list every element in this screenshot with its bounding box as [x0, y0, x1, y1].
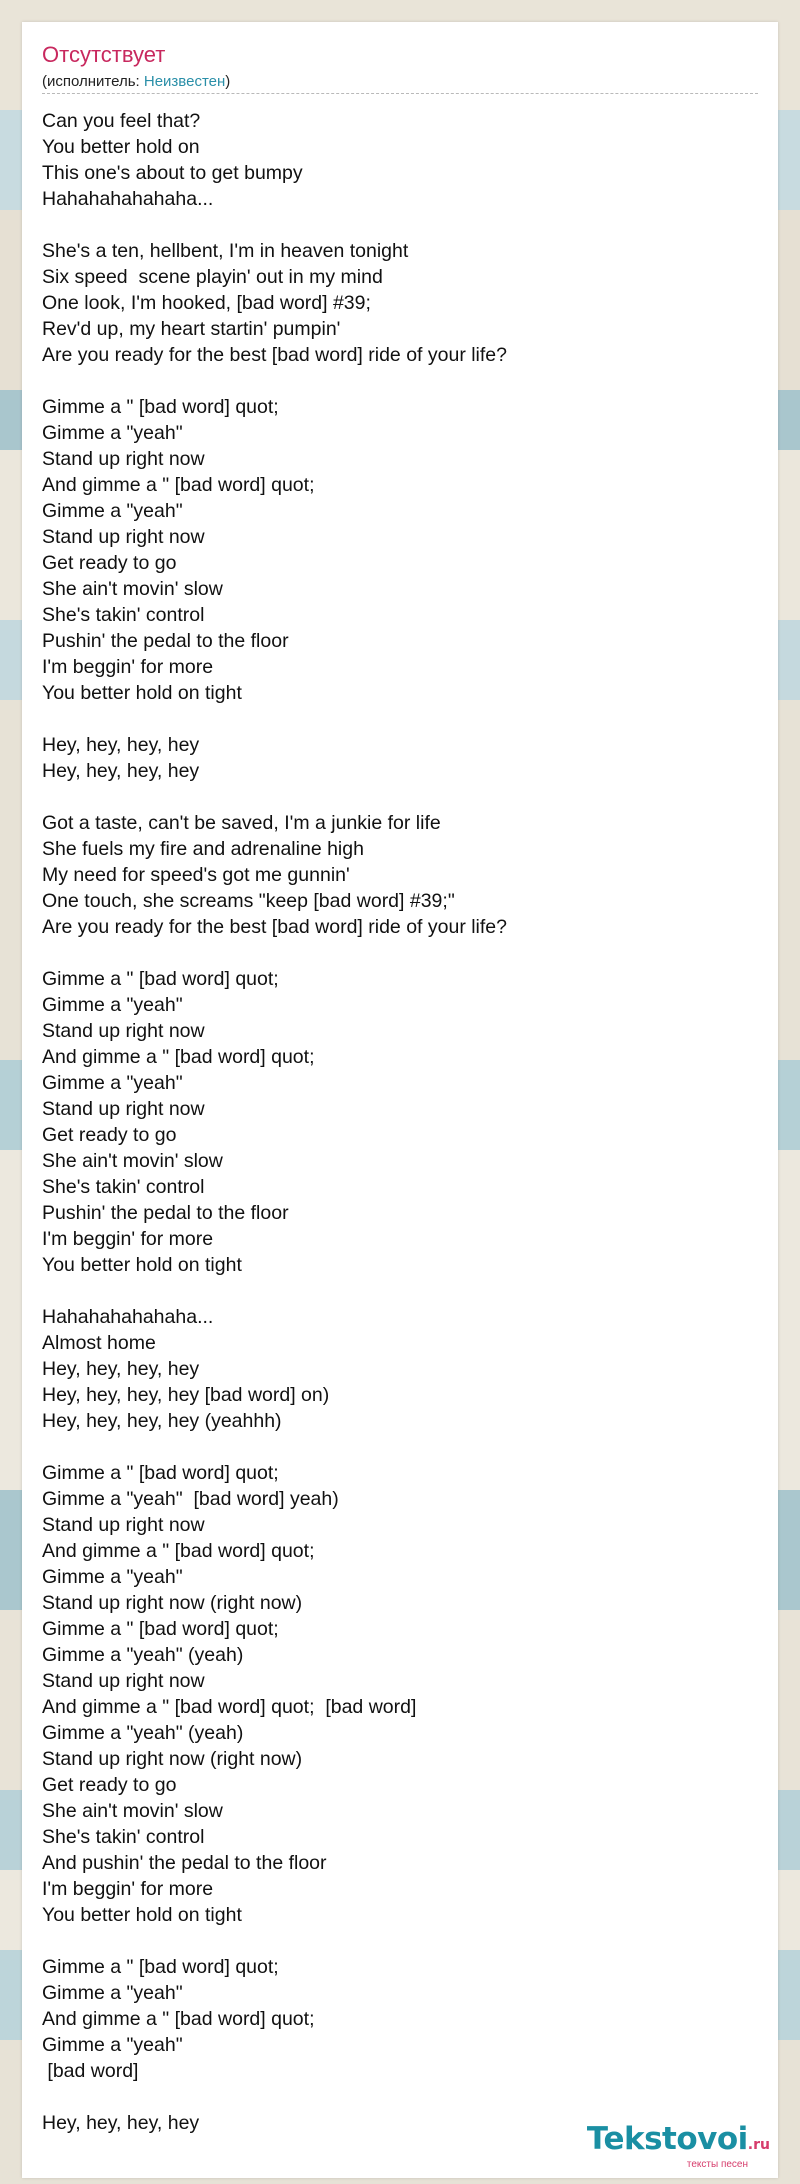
- lyric-line: Get ready to go: [42, 552, 177, 574]
- artist-line: [42, 73, 758, 94]
- lyric-line: [42, 706, 758, 732]
- lyric-line: Stand up right now: [42, 1020, 205, 1042]
- lyric-line: I'm beggin' for more: [42, 1228, 214, 1250]
- lyric-line: She's a ten, hellbent, I'm in heaven tonight: [42, 240, 409, 262]
- lyric-line: [bad word]: [42, 2060, 139, 2082]
- lyric-line: She ain't movin' slow: [42, 1150, 223, 1172]
- lyric-line: [42, 784, 758, 810]
- lyric-line: [42, 1278, 758, 1304]
- lyric-line: You better hold on tight: [42, 1254, 242, 1276]
- lyric-line: My need for speed's got me gunnin': [42, 864, 350, 886]
- lyric-line: Are you ready for the best [bad word] ride of your life?: [42, 344, 508, 366]
- lyric-line: Hey, hey, hey, hey: [42, 760, 200, 782]
- lyric-line: Six speed scene playin' out in my mind: [42, 266, 383, 288]
- lyric-line: Stand up right now: [42, 1670, 205, 1692]
- logo-tagline: тексты песен: [686, 2159, 748, 2170]
- lyric-line: Stand up right now (right now): [42, 1748, 303, 1770]
- lyric-line: Can you feel that?: [42, 110, 201, 132]
- song-title: Отсутствует: [42, 42, 166, 67]
- lyric-line: Gimme a "yeah" (yeah): [42, 1644, 244, 1666]
- lyric-line: [42, 368, 758, 394]
- lyric-line: Gimme a " [bad word] quot;: [42, 1956, 279, 1978]
- lyric-line: And pushin' the pedal to the floor: [42, 1852, 327, 1874]
- logo-wordmark: [587, 2122, 770, 2162]
- lyric-line: Stand up right now: [42, 1514, 205, 1536]
- lyric-line: Almost home: [42, 1332, 156, 1354]
- lyric-line: And gimme a " [bad word] quot;: [42, 474, 315, 496]
- lyric-line: Gimme a " [bad word] quot;: [42, 1618, 279, 1640]
- lyric-line: And gimme a " [bad word] quot;: [42, 2008, 315, 2030]
- lyrics-text: [42, 108, 758, 2136]
- artist-prefix: (исполнитель:: [42, 73, 144, 90]
- artist-suffix: ): [225, 73, 231, 90]
- lyric-line: Get ready to go: [42, 1124, 177, 1146]
- lyric-line: And gimme a " [bad word] quot;: [42, 1046, 315, 1068]
- lyric-line: Gimme a "yeah": [42, 422, 183, 444]
- lyric-line: Are you ready for the best [bad word] ride of your life?: [42, 916, 508, 938]
- lyric-line: She fuels my fire and adrenaline high: [42, 838, 364, 860]
- logo-tld: .ru: [747, 2137, 770, 2153]
- lyric-line: She ain't movin' slow: [42, 1800, 223, 1822]
- lyric-line: And gimme a " [bad word] quot; [bad word]: [42, 1696, 417, 1718]
- lyric-line: Stand up right now: [42, 1098, 205, 1120]
- lyric-line: Hey, hey, hey, hey: [42, 1358, 200, 1380]
- lyric-line: Gimme a "yeah" (yeah): [42, 1722, 244, 1744]
- lyric-line: This one's about to get bumpy: [42, 162, 303, 184]
- lyric-line: She ain't movin' slow: [42, 578, 223, 600]
- lyric-line: [42, 2084, 758, 2110]
- lyric-line: She's takin' control: [42, 604, 205, 626]
- lyric-line: Gimme a "yeah": [42, 2034, 183, 2056]
- lyric-line: Hahahahahahaha...: [42, 1306, 214, 1328]
- lyric-line: You better hold on: [42, 136, 200, 158]
- lyric-line: Gimme a "yeah": [42, 500, 183, 522]
- lyric-line: Hahahahahahaha...: [42, 188, 214, 210]
- lyric-line: Stand up right now (right now): [42, 1592, 303, 1614]
- lyric-line: And gimme a " [bad word] quot;: [42, 1540, 315, 1562]
- lyric-line: Stand up right now: [42, 448, 205, 470]
- lyric-line: She's takin' control: [42, 1826, 205, 1848]
- lyric-line: Gimme a " [bad word] quot;: [42, 396, 279, 418]
- lyric-line: Got a taste, can't be saved, I'm a junkie for life: [42, 812, 441, 834]
- lyric-line: Stand up right now: [42, 526, 205, 548]
- lyric-line: Gimme a "yeah": [42, 1982, 183, 2004]
- lyric-line: [42, 212, 758, 238]
- lyric-line: One look, I'm hooked, [bad word] #39;: [42, 292, 371, 314]
- lyric-line: I'm beggin' for more: [42, 1878, 214, 1900]
- lyric-line: Pushin' the pedal to the floor: [42, 1202, 289, 1224]
- lyric-line: Hey, hey, hey, hey [bad word] on): [42, 1384, 330, 1406]
- lyric-line: Get ready to go: [42, 1774, 177, 1796]
- lyric-line: [42, 940, 758, 966]
- lyric-line: Gimme a "yeah": [42, 1072, 183, 1094]
- lyric-line: Rev'd up, my heart startin' pumpin': [42, 318, 341, 340]
- lyric-line: Hey, hey, hey, hey: [42, 734, 200, 756]
- lyric-line: Hey, hey, hey, hey: [42, 2112, 200, 2134]
- artist-link[interactable]: Неизвестен: [143, 73, 226, 90]
- logo-name: Tekstovoi: [586, 2121, 748, 2157]
- lyric-line: I'm beggin' for more: [42, 656, 214, 678]
- lyric-line: She's takin' control: [42, 1176, 205, 1198]
- lyric-line: [42, 1928, 758, 1954]
- lyric-line: Gimme a " [bad word] quot;: [42, 968, 279, 990]
- lyric-line: You better hold on tight: [42, 1904, 242, 1926]
- lyric-line: You better hold on tight: [42, 682, 242, 704]
- lyric-line: Gimme a "yeah" [bad word] yeah): [42, 1488, 339, 1510]
- lyric-line: Hey, hey, hey, hey (yeahhh): [42, 1410, 282, 1432]
- lyrics-card: [22, 22, 778, 2178]
- lyric-line: Gimme a " [bad word] quot;: [42, 1462, 279, 1484]
- lyric-line: Pushin' the pedal to the floor: [42, 630, 289, 652]
- lyric-line: Gimme a "yeah": [42, 994, 183, 1016]
- lyric-line: Gimme a "yeah": [42, 1566, 183, 1588]
- lyric-line: [42, 1434, 758, 1460]
- lyric-line: One touch, she screams "keep [bad word] #39;": [42, 890, 455, 912]
- site-logo[interactable]: [587, 2122, 770, 2170]
